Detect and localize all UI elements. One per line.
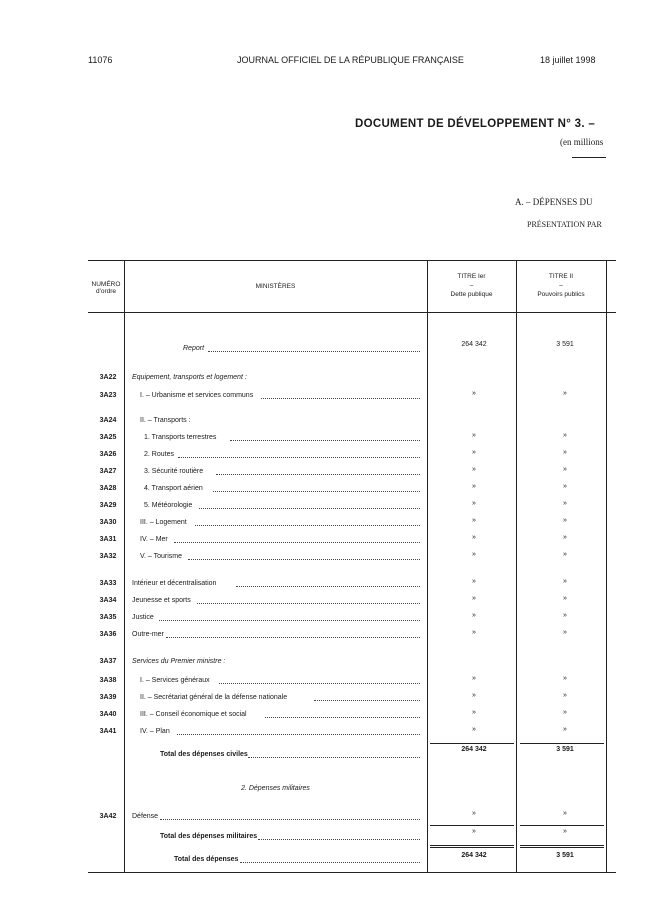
row-code: 3A29 <box>99 502 117 509</box>
dot-leader <box>314 700 420 701</box>
row-titre-2: » <box>563 595 567 602</box>
publication-date: 18 juillet 1998 <box>540 55 596 65</box>
column-divider <box>606 260 607 872</box>
header-number: NUMÉRO d'ordre <box>91 281 121 295</box>
row-code: 3A38 <box>99 677 117 684</box>
journal-title: JOURNAL OFFICIEL DE LA RÉPUBLIQUE FRANÇAISE <box>237 55 464 65</box>
row-code: 3A33 <box>99 580 117 587</box>
row-titre-2: » <box>563 390 567 397</box>
column-divider <box>516 260 517 872</box>
total-rule <box>430 845 514 846</box>
row-label: Intérieur et décentralisation <box>132 580 217 587</box>
column-divider <box>124 260 125 872</box>
row-label: Services du Premier ministre : <box>132 658 226 665</box>
row-label: I. – Urbanisme et services communs <box>140 392 254 399</box>
total-civil-label: Total des dépenses civiles <box>160 751 248 758</box>
dot-leader <box>174 542 420 543</box>
row-code: 3A40 <box>99 711 117 718</box>
row-code: 3A35 <box>99 614 117 621</box>
row-code: 3A42 <box>99 813 117 820</box>
row-titre-1: » <box>472 534 476 541</box>
row-titre-2: » <box>563 551 567 558</box>
dot-leader <box>265 717 420 718</box>
row-label: III. – Logement <box>140 519 187 526</box>
row-code: 3A23 <box>99 392 117 399</box>
row-label: II. – Transports : <box>140 417 191 424</box>
row-titre-1: » <box>472 726 476 733</box>
row-label: 2. Routes <box>144 451 174 458</box>
total-military-titre-1: » <box>472 828 476 835</box>
total-civil-titre-2: 3 591 <box>556 746 574 753</box>
row-titre-1: » <box>472 709 476 716</box>
row-code: 3A28 <box>99 485 117 492</box>
dot-leader <box>160 819 420 820</box>
row-titre-1: » <box>472 517 476 524</box>
dot-leader <box>219 683 420 684</box>
row-titre-2: » <box>563 612 567 619</box>
row-titre-2: » <box>563 449 567 456</box>
subsection-heading: PRÉSENTATION PAR <box>527 220 602 229</box>
row-label: III. – Conseil économique et social <box>140 711 247 718</box>
report-titre-1: 264 342 <box>461 341 487 348</box>
row-code: 3A41 <box>99 728 117 735</box>
defense-label: Défense <box>132 813 159 820</box>
total-military-titre-2: » <box>563 828 567 835</box>
page-number: 11076 <box>88 55 113 65</box>
total-civil-titre-1: 264 342 <box>461 746 487 753</box>
document-title: DOCUMENT DE DÉVELOPPEMENT N° 3. – <box>355 118 596 130</box>
header-titre-2: TITRE II – Pouvoirs publics <box>537 273 585 298</box>
row-label: Justice <box>132 614 154 621</box>
row-label: V. – Tourisme <box>140 553 183 560</box>
dot-leader <box>195 525 420 526</box>
row-code: 3A26 <box>99 451 117 458</box>
row-titre-1: » <box>472 500 476 507</box>
row-label: 3. Sécurité routière <box>144 468 204 475</box>
row-label: IV. – Mer <box>140 536 168 543</box>
dot-leader <box>236 586 420 587</box>
subtotal-rule <box>520 825 604 826</box>
row-titre-2: » <box>563 578 567 585</box>
defense-titre-2: » <box>563 810 567 817</box>
row-titre-2: » <box>563 675 567 682</box>
unit-note: (en millions <box>560 137 604 147</box>
dot-leader <box>230 440 420 441</box>
row-code: 3A34 <box>99 597 117 604</box>
row-label: 1. Transports terrestres <box>144 434 217 441</box>
row-titre-2: » <box>563 500 567 507</box>
row-titre-1: » <box>472 629 476 636</box>
header-titre-1: TITRE Ier – Dette publique <box>450 273 493 298</box>
row-code: 3A24 <box>99 417 117 424</box>
section-heading: A. – DÉPENSES DU <box>515 197 593 207</box>
row-code: 3A36 <box>99 631 117 638</box>
dot-leader <box>261 398 420 399</box>
row-label: Outre-mer <box>132 631 164 638</box>
table-header-rule <box>88 312 616 313</box>
row-code: 3A39 <box>99 694 117 701</box>
row-label: IV. – Plan <box>140 728 170 735</box>
total-rule <box>520 847 604 848</box>
row-label: Jeunesse et sports <box>132 597 191 604</box>
report-label: Report <box>183 345 205 352</box>
dot-leader <box>199 508 420 509</box>
row-titre-1: » <box>472 675 476 682</box>
row-code: 3A32 <box>99 553 117 560</box>
row-titre-2: » <box>563 534 567 541</box>
row-titre-1: » <box>472 483 476 490</box>
dot-leader <box>166 637 420 638</box>
row-titre-1: » <box>472 449 476 456</box>
dot-leader <box>208 351 420 352</box>
row-label: 4. Transport aérien <box>144 485 203 492</box>
row-titre-2: » <box>563 466 567 473</box>
dot-leader <box>213 491 420 492</box>
row-code: 3A25 <box>99 434 117 441</box>
header-ministries: MINISTÈRES <box>255 283 296 290</box>
row-titre-1: » <box>472 551 476 558</box>
row-label: I. – Services généraux <box>140 677 210 684</box>
total-titre-1: 264 342 <box>461 852 487 859</box>
dot-leader <box>177 734 420 735</box>
row-titre-2: » <box>563 692 567 699</box>
row-titre-2: » <box>563 483 567 490</box>
row-titre-1: » <box>472 692 476 699</box>
row-code: 3A22 <box>99 374 117 381</box>
dot-leader <box>188 559 420 560</box>
row-label: 5. Météorologie <box>144 502 193 509</box>
table-bottom-rule <box>88 872 616 873</box>
total-rule <box>430 847 514 848</box>
dot-leader <box>248 757 420 758</box>
row-titre-1: » <box>472 432 476 439</box>
subtotal-rule <box>520 743 604 744</box>
row-titre-2: » <box>563 432 567 439</box>
report-titre-2: 3 591 <box>556 341 574 348</box>
defense-titre-1: » <box>472 810 476 817</box>
dot-leader <box>258 839 420 840</box>
dot-leader <box>197 603 420 604</box>
row-titre-1: » <box>472 578 476 585</box>
total-rule <box>520 845 604 846</box>
row-label: Equipement, transports et logement : <box>132 374 247 381</box>
row-code: 3A27 <box>99 468 117 475</box>
row-code: 3A30 <box>99 519 117 526</box>
row-titre-2: » <box>563 629 567 636</box>
unit-rule <box>572 157 606 158</box>
subtotal-rule <box>430 743 514 744</box>
row-code: 3A37 <box>99 658 117 665</box>
row-label: II. – Secrétariat général de la défense nationale <box>140 694 288 701</box>
total-titre-2: 3 591 <box>556 852 574 859</box>
row-code: 3A31 <box>99 536 117 543</box>
total-label: Total des dépenses <box>174 856 239 863</box>
row-titre-1: » <box>472 390 476 397</box>
dot-leader <box>178 457 420 458</box>
subtotal-rule <box>430 825 514 826</box>
column-divider <box>427 260 428 872</box>
row-titre-2: » <box>563 709 567 716</box>
total-military-label: Total des dépenses militaires <box>160 833 258 840</box>
dot-leader <box>240 862 420 863</box>
dot-leader <box>159 620 420 621</box>
table-top-rule <box>88 260 616 261</box>
dot-leader <box>216 474 420 475</box>
row-titre-2: » <box>563 517 567 524</box>
row-titre-1: » <box>472 466 476 473</box>
row-titre-1: » <box>472 595 476 602</box>
row-titre-2: » <box>563 726 567 733</box>
row-titre-1: » <box>472 612 476 619</box>
military-heading: 2. Dépenses militaires <box>241 785 310 792</box>
